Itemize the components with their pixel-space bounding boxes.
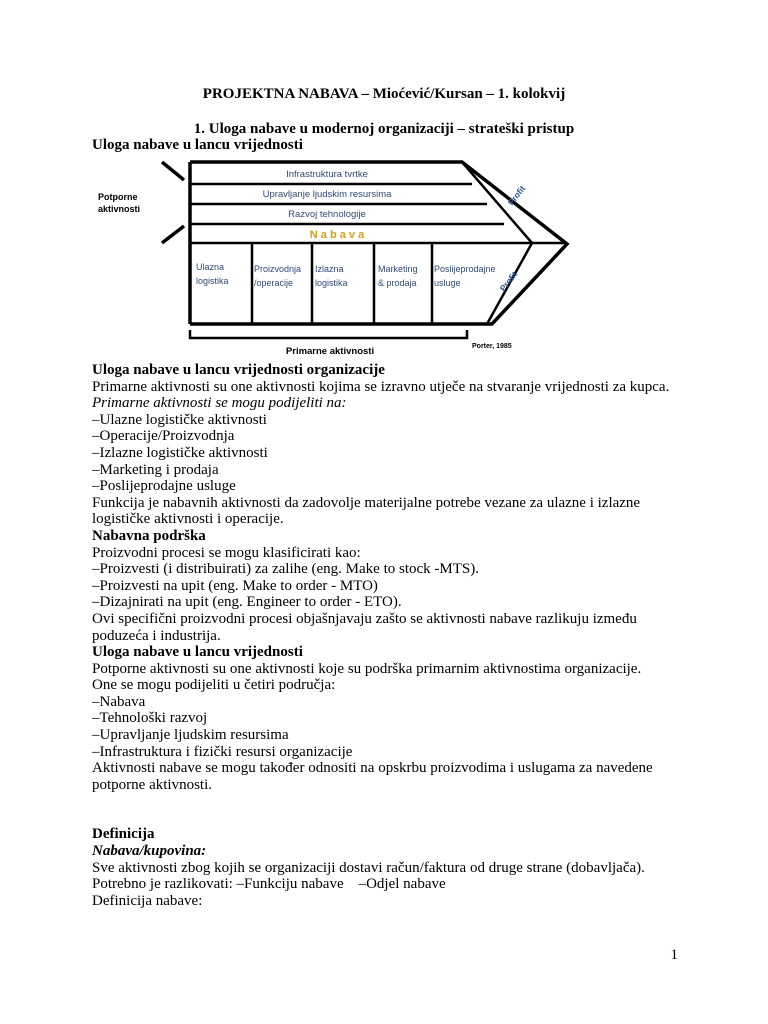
- body-text: [92, 362, 692, 909]
- list-item: –Nabava: [92, 693, 146, 710]
- paragraph: Proizvodni procesi se mogu klasificirati kao:: [92, 544, 361, 561]
- paragraph: One se mogu podijeliti u četiri područja:: [92, 677, 336, 694]
- paragraph: Potporne aktivnosti su one aktivnosti koje su podrška primarnim aktivnostima organizacije.: [92, 660, 642, 677]
- primary-label: Poslijeprodajne usluge: [434, 264, 496, 288]
- brace-top: [162, 162, 184, 180]
- row-label: Upravljanje ljudskim resursima: [262, 189, 392, 200]
- list-item: –Upravljanje ljudskim resursima: [92, 727, 289, 744]
- heading: Definicija: [92, 826, 155, 843]
- paragraph: Sve aktivnosti zbog kojih se organizaciji dostavi račun/faktura od druge strane (dobavljača).: [92, 859, 645, 876]
- list-item: –Ulazne logističke aktivnosti: [92, 411, 267, 428]
- page-number: 1: [670, 947, 678, 963]
- list-item: –Dizajnirati na upit (eng. Engineer to order - ETO).: [92, 594, 402, 611]
- list-item: –Infrastruktura i fizički resursi organizacije: [92, 743, 353, 760]
- row-label-nabava: N a b a v a: [309, 229, 365, 241]
- paragraph: Primarne aktivnosti su one aktivnosti kojima se izravno utječe na stvaranje vrijednosti za kupca.: [92, 378, 670, 395]
- primary-label: Marketing & prodaja: [378, 264, 418, 288]
- paragraph: Primarne aktivnosti se mogu podijeliti na:: [92, 395, 347, 412]
- heading: Nabavna podrška: [92, 527, 206, 544]
- list-item: –Operacije/Proizvodnja: [92, 428, 235, 445]
- list-item: –Poslijeprodajne usluge: [92, 478, 236, 495]
- profit-label-top: Profit: [505, 183, 528, 208]
- brace-bottom: [162, 226, 184, 243]
- primary-label: Izlazna logistika: [315, 264, 348, 288]
- heading: Uloga nabave u lancu vrijednosti organizacije: [92, 362, 385, 378]
- primary-label: Proizvodnja /operacije: [254, 264, 302, 288]
- row-label: Razvoj tehnologije: [288, 209, 366, 220]
- paragraph: Aktivnosti nabave se mogu također odnositi na opskrbu proizvodima i uslugama za navedene potporne aktivnosti.: [92, 760, 653, 793]
- profit-label-bottom: Profit: [497, 269, 520, 294]
- list-item: –Proizvesti na upit (eng. Make to order - MTO): [92, 577, 378, 594]
- paragraph: Definicija nabave:: [92, 892, 203, 909]
- heading: Uloga nabave u lancu vrijednosti: [92, 644, 303, 661]
- row-label: Infrastruktura tvrtke: [286, 169, 368, 180]
- profit-divider-top: [462, 162, 532, 243]
- document-title: PROJEKTNA NABAVA – Mioćević/Kursan – 1. kolokvij: [202, 86, 566, 102]
- paragraph: Funkcija je nabavnih aktivnosti da zadovolje materijalne potrebe vezane za ulazne i izlazne logističke aktivnosti i operacije.: [92, 494, 641, 528]
- bottom-brace: [190, 330, 467, 338]
- support-label: Potporne aktivnosti: [98, 192, 141, 214]
- diagram-source: Porter, 1985: [472, 343, 512, 350]
- list-item: –Proizvesti (i distribuirati) za zalihe (eng. Make to stock -MTS).: [92, 561, 479, 578]
- primary-label: Ulazna logistika: [196, 262, 229, 286]
- heading-italic: Nabava/kupovina:: [92, 843, 207, 860]
- paragraph: Ovi specifični proizvodni procesi objašnjavaju zašto se aktivnosti nabave razlikuju između poduzeća i industrija.: [92, 610, 637, 644]
- paragraph: Potrebno je razlikovati: –Funkciju nabave –Odjel nabave: [92, 876, 446, 893]
- section-title: 1. Uloga nabave u modernoj organizaciji – strateški pristup: [193, 121, 575, 137]
- value-chain-diagram: [92, 158, 572, 363]
- primary-activities-label: Primarne aktivnosti: [285, 346, 375, 357]
- list-item: –Tehnološki razvoj: [92, 710, 208, 727]
- list-item: –Izlazne logističke aktivnosti: [92, 444, 268, 461]
- list-item: –Marketing i prodaja: [92, 461, 219, 478]
- section-subtitle: Uloga nabave u lancu vrijednosti: [92, 137, 303, 153]
